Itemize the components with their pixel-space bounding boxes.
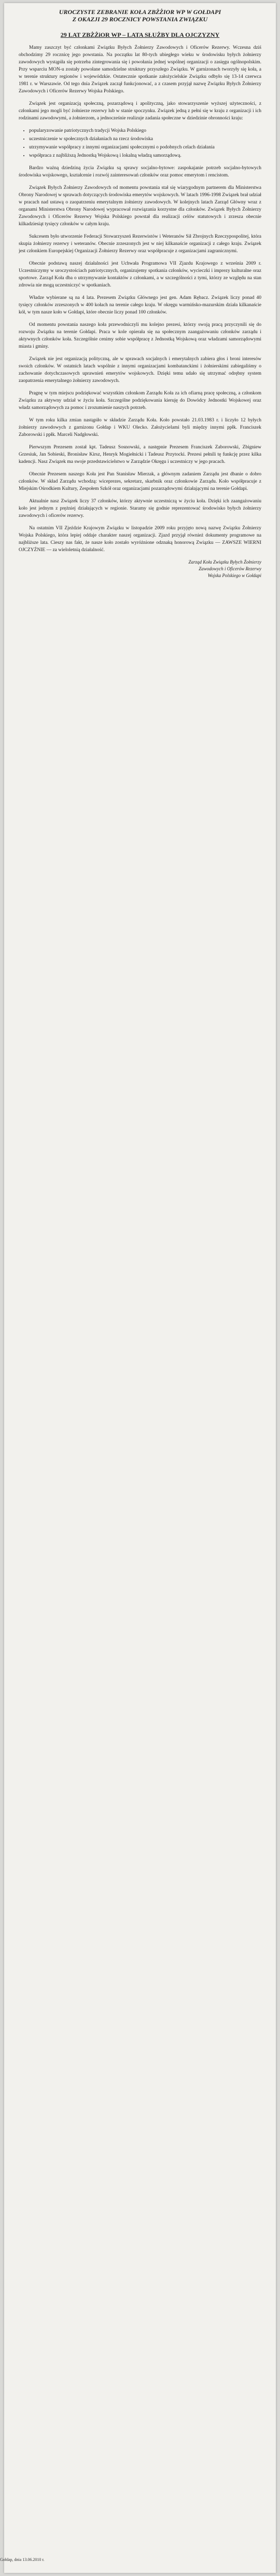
paragraph: Mamy zaszczyt być członkami Związku Byłych Żołnierzy Zawodowych i Oficerów Rezerwy. Wczesna dziś obchodzimy 29 rocznicę jego powstania. Na początku lat 80-tych ubiegłego wieku w środowisku byłych żołnierzy zawodowych wystąpiła się potrzeba zintegrowania się i powołania jednej wspólnej organizacji o zasięgu ogólnopolskim. Przy wsparciu MON-u zostały powołane samodzielne struktury przyszłego Związku. W garnizonach tworzyły się koła, a w terenie struktury regionów i wojewódzkie. Ostatecznie spotkanie założycielskie Związku odbyło się 13-14 czerwca 1981 r. w Warszawie. Od tego dnia Związek zaczął funkcjonować, a z czasem przyjął nazwę Związku Byłych Żołnierzy Zawodowych i Oficerów Rezerwy Wojska Polskiego.: [19, 45, 261, 94]
paragraph: Od momentu powstania naszego koła przewodniczyli mu kolejno prezesi, którzy swoją pracą przyczynili się do rozwoju Związku na terenie Gołdapi. Praca w kole opierała się na społecznym zaangażowaniu członków zarządu i aktywnych członków koła. Szczególnie cenimy sobie współpracę z Jednostką Wojskową oraz władzami samorządowymi miasta i gminy.: [19, 322, 261, 349]
document-footer-date: Gołdap, dnia 13.06.2010 r.: [0, 2557, 45, 2562]
paragraph: Aktualnie nasz Związek liczy 37 członków, którzy aktywnie uczestniczą w życiu koła. Dzięki ich zaangażowaniu koło jest jednym z prężniej działających w regionie. Staramy się godnie reprezentować środowisko byłych żołnierzy zawodowych i oficerów rezerwy.: [19, 499, 261, 518]
document-subtitle: 29 LAT ZBŻŻiOR WP – LATA SŁUŻBY DLA OJCZYZNY: [60, 31, 220, 38]
document-content: [4, 3, 276, 579]
signature-line: Zarząd Koła Związku Byłych Żołnierzy: [188, 559, 261, 565]
paragraph: Władze wybierane są na 4 lata. Prezesem Związku Głównego jest gen. Adam Rębacz. Związek liczy ponad 40 tysięcy członków zrzeszonych w 400 kołach na terenie całego kraju. W okręgu warmińsko-mazurskim działa kilkanaście kół, w tym nasze koło w Gołdapi, które obecnie liczy ponad 100 członków.: [19, 295, 261, 315]
paragraph: Związek Byłych Żołnierzy Zawodowych od momentu powstania stał się wiarygodnym partnerem dla Ministerstwa Obrony Narodowej w sprawach dotyczących środowiska emerytów wojskowych. W latach 1996-1998 Związek brał udział w pracach nad ustawą o zaopatrzeniu emerytalnym żołnierzy zawodowych. W kolejnych latach Zarząd Główny wraz z organami Ministerstwa Obrony Narodowej wypracował rozwiązania korzystne dla członków. Związek Byłych Żołnierzy Zawodowych i Oficerów Rezerwy Wojska Polskiego powstał dla realizacji celów statutowych i zrzesza obecnie kilkadziesiąt tysięcy członków w całym kraju.: [19, 185, 261, 227]
document-page: [4, 3, 276, 2573]
paragraph: Obecnie podstawą naszej działalności jest Uchwała Programowa VII Zjazdu Krajowego z września 2009 r. Uczestniczymy w uroczystościach patriotycznych, organizujemy spotkania członków, wycieczki i imprezy kulturalne oraz sportowe. Zarząd Koła dba o utrzymywanie kontaktów z członkami, a w szczególności z tymi, którzy ze względu na stan zdrowia nie mogą uczestniczyć w spotkaniach.: [19, 261, 261, 288]
paragraph: Obecnie Prezesem naszego Koła jest Pan Stanisław Mierzak, a głównym zadaniem Zarządu jest dbanie o dobro członków. W skład Zarządu wchodzą: wiceprezes, sekretarz, skarbnik oraz członkowie Zarządu. Koło współpracuje z Miejskim Ośrodkiem Kultury, Zespołem Szkół oraz organizacjami pozarządowymi działającymi na terenie Gołdapi.: [19, 472, 261, 491]
list-item: • popularyzowanie patriotycznych tradycji Wojska Polskiego: [29, 127, 261, 134]
title-line-2: Z OKAZJI 29 ROCZNICY POWSTANIA ZWIĄZKU: [72, 16, 208, 23]
paragraph: Bardzo ważną dziedziną życia Związku są sprawy socjalno-bytowe: zaspokajanie potrzeb socjalno-bytowych środowiska wojskowego, kształcenie i rozwój zainteresowań członków oraz pomoc emerytom i rencistom.: [19, 166, 261, 178]
paragraph: Pragnę w tym miejscu podziękować wszystkim członkom Zarządu Koła za ich ofiarną pracę społeczną, a członkom Związku za aktywny udział w życiu koła. Szczególne podziękowania kieruję do Dowódcy Jednostki Wojskowej oraz władz samorządowych za pomoc i zrozumienie naszych potrzeb.: [19, 391, 261, 410]
title-line-1: UROCZYSTE ZEBRANIE KOŁA ZBŻŻIOR WP W GOŁDAPI: [59, 8, 221, 16]
signature-line: Wojska Polskiego w Gołdapi: [207, 573, 261, 578]
paragraph: Sukcesem było utworzenie Federacji Stowarzyszeń Rezerwistów i Weteranów Sił Zbrojnych Rzeczypospolitej, która skupia żołnierzy rezerwy i weteranów. Obecnie zrzeszonych jest w niej kilkanaście organizacji z całego kraju. Związek jest członkiem Europejskiej Organizacji Żołnierzy Rezerwy oraz współpracuje z organizacjami zagranicznymi.: [19, 234, 261, 254]
paragraph: Pierwszym Prezesem został kpt. Tadeusz Sosnowski, a następnie Prezesem Franciszek Zaborowski, Zbigniew Grzesiuk, Jan Sobieski, Bronisław Kirsz, Henryk Mogiełnicki i Tadeusz Przytocki. Prezesi pełnili tę funkcję przez kilka kadencji. Nasz Związek ma swoje przedstawicielstwo w Zarządzie Okręgu i uczestniczy w jego pracach.: [19, 445, 261, 464]
task-list: [29, 127, 261, 159]
paragraph: Na ostatnim VII Zjeździe Krajowym Związku w listopadzie 2009 roku przyjęto nową nazwę Związku Żołnierzy Wojska Polskiego, która lepiej oddaje charakter naszej organizacji. Zjazd przyjął również dokumenty programowe na najbliższe lata. Cieszy nas fakt, że nasze koło zostało wyróżnione odznaką honorową Związku — ZAWSZE WIERNI OJCZYŹNIE — za wieloletnią działalność.: [19, 526, 261, 553]
paragraph: Związek nie jest organizacją polityczną, ale w sprawach socjalnych i emerytalnych zabiera głos i broni interesów swoich członków. W ostatnich latach wspólnie z innymi organizacjami kombatanckimi i żołnierskimi zabiegaliśmy o zachowanie dotychczasowych uprawnień emerytów wojskowych. Dzięki temu udało się utrzymać odrębny system zaopatrzenia emerytalnego żołnierzy zawodowych.: [19, 357, 261, 383]
list-item: • utrzymywanie współpracy z innymi organizacjami społecznymi o podobnych celach działania: [29, 144, 261, 151]
document-title: [19, 8, 261, 23]
list-item: • współpraca z najbliższą Jednostką Wojskową i lokalną władzą samorządową.: [29, 152, 261, 159]
paragraph: Związek jest organizacją społeczną, pozarządową i apolityczną, jako stowarzyszenie wyższej użyteczności, z członkami jego mogli być żołnierze rezerwy lub w stanie spoczynku. Związek jedną z pełni się w kraju z organizacji i ich rodzinami zawodowymi, a żołnierzom, a jednocześnie realizuje zadania społeczne w dziedzinie obronności kraju:: [19, 101, 261, 121]
signature-line: Zawodowych i Oficerów Rezerwy: [199, 566, 261, 571]
paragraph: W tym roku kilka zmian nastąpiło w składzie Zarządu Koła. Koło powstało 21.03.1983 r. i liczyło 12 byłych żołnierzy zawodowych z garnizonu Gołdap i WKU Olecko. Założycielami byli między innymi ppłk. Franciszek Zaborowski i ppłk. Marceli Nadgłowski.: [19, 418, 261, 437]
list-item: • uczestniczenie w społecznych działaniach na rzecz środowiska: [29, 135, 261, 143]
signature-block: [19, 559, 261, 579]
